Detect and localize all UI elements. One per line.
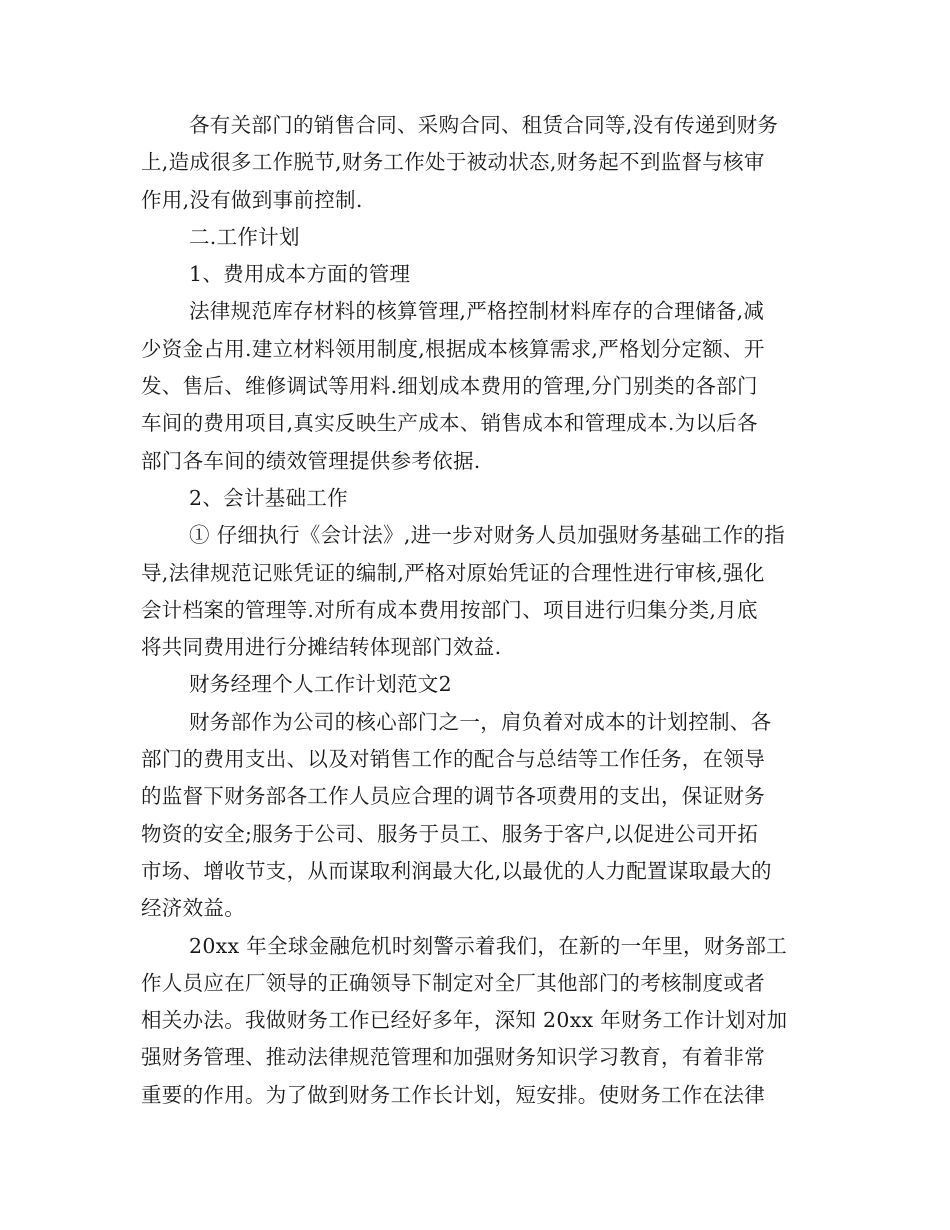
paragraph-line: 车间的费用项目,真实反映生产成本、销售成本和管理成本.为以后各 — [141, 411, 758, 436]
paragraph-line: 法律规范库存材料的核算管理,严格控制材料库存的合理储备,减 — [189, 299, 765, 324]
paragraph-line: 导,法律规范记账凭证的编制,严格对原始凭证的合理性进行审核,强化 — [141, 560, 765, 585]
paragraph-line: 部门的费用支出、以及对销售工作的配合与总结等工作任务，在领导 — [141, 747, 765, 772]
paragraph-line: 各有关部门的销售合同、采购合同、租赁合同等,没有传递到财务 — [189, 113, 779, 137]
paragraph-line: 经济效益。 — [141, 896, 245, 921]
paragraph-line: ① 仔细执行《会计法》,进一步对财务人员加强财务基础工作的指 — [189, 523, 786, 548]
subsection-heading: 1、费用成本方面的管理 — [189, 262, 411, 287]
paragraph-line: 会计档案的管理等.对所有成本费用按部门、项目进行归集分类,月底 — [141, 597, 758, 622]
document-body — [141, 107, 809, 1114]
paragraph-line: 强财务管理、推动法律规范管理和加强财务知识学习教育，有着非常 — [141, 1045, 765, 1070]
paragraph-line: 市场、增收节支，从而谋取利润最大化,以最优的人力配置谋取最大的 — [141, 858, 772, 883]
paragraph-line: 重要的作用。为了做到财务工作长计划，短安排。使财务工作在法律 — [141, 1082, 765, 1107]
paragraph-line: 20xx 年全球金融危机时刻警示着我们，在新的一年里，财务部工 — [189, 933, 788, 958]
subsection-heading: 2、会计基础工作 — [189, 485, 348, 510]
paragraph-line: 部门各车间的绩效管理提供参考依据. — [141, 448, 481, 473]
paragraph-line: 上,造成很多工作脱节,财务工作处于被动状态,财务起不到监督与核审 — [141, 150, 765, 175]
paragraph-line: 少资金占用.建立材料领用制度,根据成本核算需求,严格划分定额、开 — [141, 336, 765, 361]
paragraph-line: 作用,没有做到事前控制. — [141, 187, 363, 212]
paragraph-line: 物资的安全;服务于公司、服务于员工、服务于客户,以促进公司开拓 — [141, 821, 759, 846]
paragraph-line: 财务部作为公司的核心部门之一，肩负着对成本的计划控制、各 — [189, 709, 772, 734]
paragraph-line: 的监督下财务部各工作人员应合理的调节各项费用的支出，保证财务 — [141, 784, 765, 809]
section-heading: 二.工作计划 — [189, 224, 300, 249]
paragraph-line: 将共同费用进行分摊结转体现部门效益. — [141, 635, 502, 660]
article-title: 财务经理个人工作计划范文2 — [189, 672, 452, 697]
paragraph-line: 发、售后、维修调试等用料.细划成本费用的管理,分门别类的各部门 — [141, 374, 758, 399]
paragraph-line: 作人员应在厂领导的正确领导下制定对全厂其他部门的考核制度或者 — [141, 970, 765, 995]
paragraph-line: 相关办法。我做财务工作已经好多年，深知 20xx 年财务工作计划对加 — [141, 1008, 788, 1033]
